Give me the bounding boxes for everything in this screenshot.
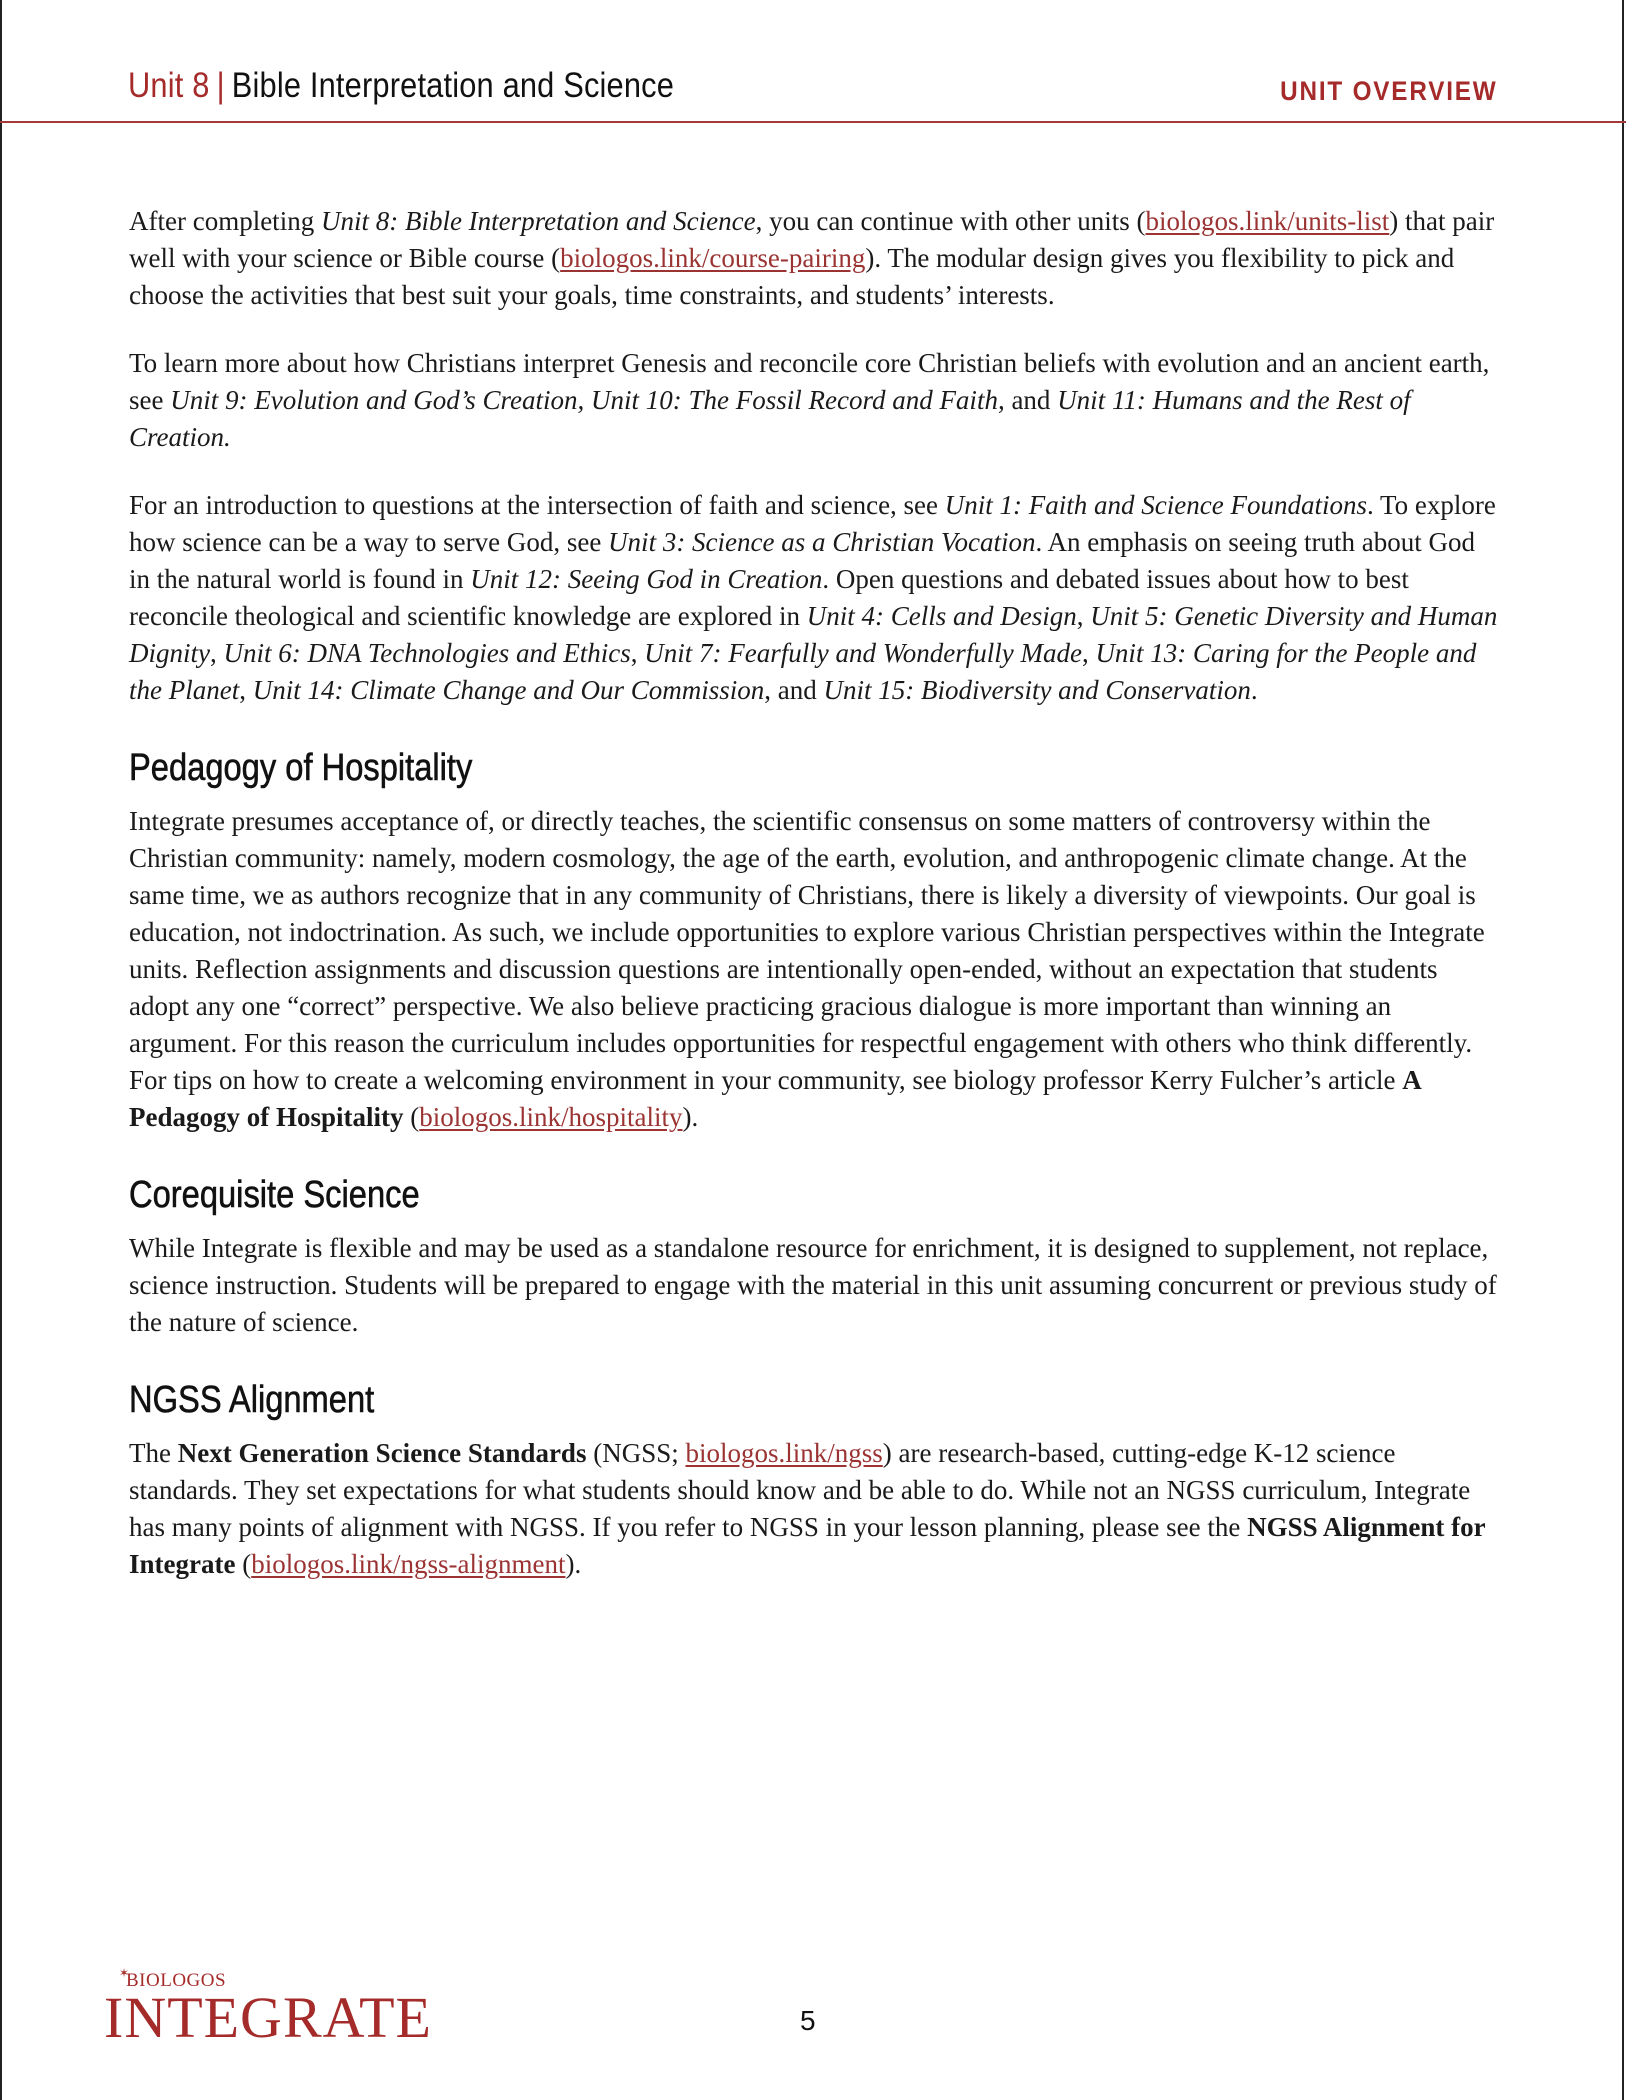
standards-name: Next Generation Science Standards	[177, 1438, 587, 1468]
main-content	[129, 203, 1499, 1614]
unit-reference: Unit 4: Cells and Design	[806, 601, 1077, 631]
text: . Open questions and debated issues about how to best reconcile theological and scientific knowledge are explored in	[129, 564, 1409, 631]
pedagogy-heading: Pedagogy of Hospitality	[129, 747, 473, 789]
text: For an introduction to questions at the intersection of faith and science, see	[129, 490, 945, 520]
logo-star-icon: ✶	[119, 1966, 130, 1980]
text: ) are research-based, cutting-edge K-12 science standards. They set expectations for what students should know and be able to do. While not an NGSS curriculum, Integrate has many points of alignment with NGSS. If you refer to NGSS in your lesson planning, please see the	[129, 1438, 1471, 1542]
text: To learn more about how Christians interpret Genesis and reconcile core Christian beliefs with evolution and an ancient earth, see	[129, 348, 1490, 415]
unit-title: Bible Interpretation and Science	[231, 66, 675, 105]
unit-reference: Unit 11: Humans and the Rest of Creation.	[129, 385, 1411, 452]
unit-reference: Unit 14: Climate Change and Our Commission	[252, 675, 765, 705]
unit-reference: Unit 6: DNA Technologies and Ethics	[223, 638, 631, 668]
corequisite-paragraph	[129, 1230, 1499, 1341]
unit-reference: Unit 7: Fearfully and Wonderfully Made	[644, 638, 1082, 668]
intro-paragraph-3	[129, 487, 1499, 709]
hospitality-link[interactable]: biologos.link/hospitality	[419, 1102, 683, 1132]
logo-integrate-text: INTEGRATE	[104, 1985, 432, 2050]
article-title: A Pedagogy of Hospitality	[129, 1065, 1421, 1132]
text: ).	[682, 1102, 699, 1132]
text: . To explore how science can be a way to serve God, see	[129, 490, 1496, 557]
header-unit	[128, 66, 674, 106]
logo-biologos-text: BIOLOGOS	[126, 1970, 227, 1991]
ngss-alignment-link[interactable]: biologos.link/ngss-alignment	[251, 1549, 566, 1579]
unit-reference: Unit 15: Biodiversity and Conservation	[823, 675, 1251, 705]
text: .	[1250, 675, 1258, 705]
text: (	[403, 1102, 420, 1132]
text: (NGSS;	[586, 1438, 686, 1468]
text: , and	[764, 675, 824, 705]
text: ).	[565, 1549, 582, 1579]
text: ) that pair well with your science or Bible course (	[129, 206, 1495, 273]
text: ,	[210, 638, 224, 668]
intro-paragraph-1	[129, 203, 1499, 314]
text: and	[1004, 385, 1058, 415]
section-label: UNIT OVERVIEW	[1280, 76, 1498, 106]
text: After completing	[129, 206, 321, 236]
ngss-heading: NGSS Alignment	[129, 1379, 375, 1421]
page-number: 5	[800, 2005, 816, 2036]
unit-reference: Unit 1: Faith and Science Foundations	[944, 490, 1367, 520]
ngss-link[interactable]: biologos.link/ngss	[685, 1438, 883, 1468]
unit-label: Unit 8	[128, 66, 210, 105]
text: ,	[239, 675, 253, 705]
text: . An emphasis on seeing truth about God in the natural world is found in	[129, 527, 1475, 594]
text: ). The modular design gives you flexibility to pick and choose the activities that best suit your goals, time constraints, and students’ interests.	[129, 243, 1455, 310]
unit-reference: Unit 8: Bible Interpretation and Science	[320, 206, 756, 236]
text: While Integrate is flexible and may be used as a standalone resource for enrichment, it is designed to supplement, not replace, science instruction. Students will be prepared to engage with the material in this unit assuming concurrent or previous study of the nature of science.	[129, 1233, 1497, 1337]
header-separator: |	[216, 66, 225, 105]
integrate-logo	[104, 1962, 434, 2050]
text: The	[129, 1438, 178, 1468]
pedagogy-paragraph	[129, 803, 1499, 1136]
unit-reference: Unit 5: Genetic Diversity and Human Dignity	[129, 601, 1498, 668]
text: Integrate presumes acceptance of, or directly teaches, the scientific consensus on some matters of controversy within the Christian community: namely, modern cosmology, the age of the earth, evolution, and anthropogenic climate change. At the same time, we as authors recognize that in any community of Christians, there is likely a diversity of viewpoints. Our goal is education, not indoctrination. As such, we include opportunities to explore various Christian perspectives within the Integrate units. Reflection assignments and discussion questions are intentionally open-ended, without an expectation that students adopt any one “correct” perspective. We also believe practicing gracious dialogue is more important than winning an argument. For this reason the curriculum includes opportunities for respectful engagement with others who think differently. For tips on how to create a welcoming environment in your community, see biology professor Kerry Fulcher’s article	[129, 806, 1485, 1095]
unit-reference: Unit 13: Caring for the People and the Planet	[129, 638, 1477, 705]
unit-reference: Unit 9: Evolution and God’s Creation, Unit 10: The Fossil Record and Faith,	[170, 385, 1005, 415]
intro-paragraph-2	[129, 345, 1499, 456]
corequisite-heading: Corequisite Science	[129, 1174, 420, 1216]
alignment-doc-name: NGSS Alignment for Integrate	[129, 1512, 1486, 1579]
text: (	[235, 1549, 252, 1579]
text: ,	[630, 638, 645, 668]
text: ,	[1081, 638, 1096, 668]
units-list-link[interactable]: biologos.link/units-list	[1145, 206, 1390, 236]
unit-reference: Unit 12: Seeing God in Creation	[470, 564, 823, 594]
ngss-paragraph	[129, 1435, 1499, 1583]
page-header	[0, 0, 1626, 123]
text: ,	[1076, 601, 1091, 631]
text: , you can continue with other units (	[755, 206, 1146, 236]
unit-reference: Unit 3: Science as a Christian Vocation	[608, 527, 1036, 557]
course-pairing-link[interactable]: biologos.link/course-pairing	[560, 243, 866, 273]
